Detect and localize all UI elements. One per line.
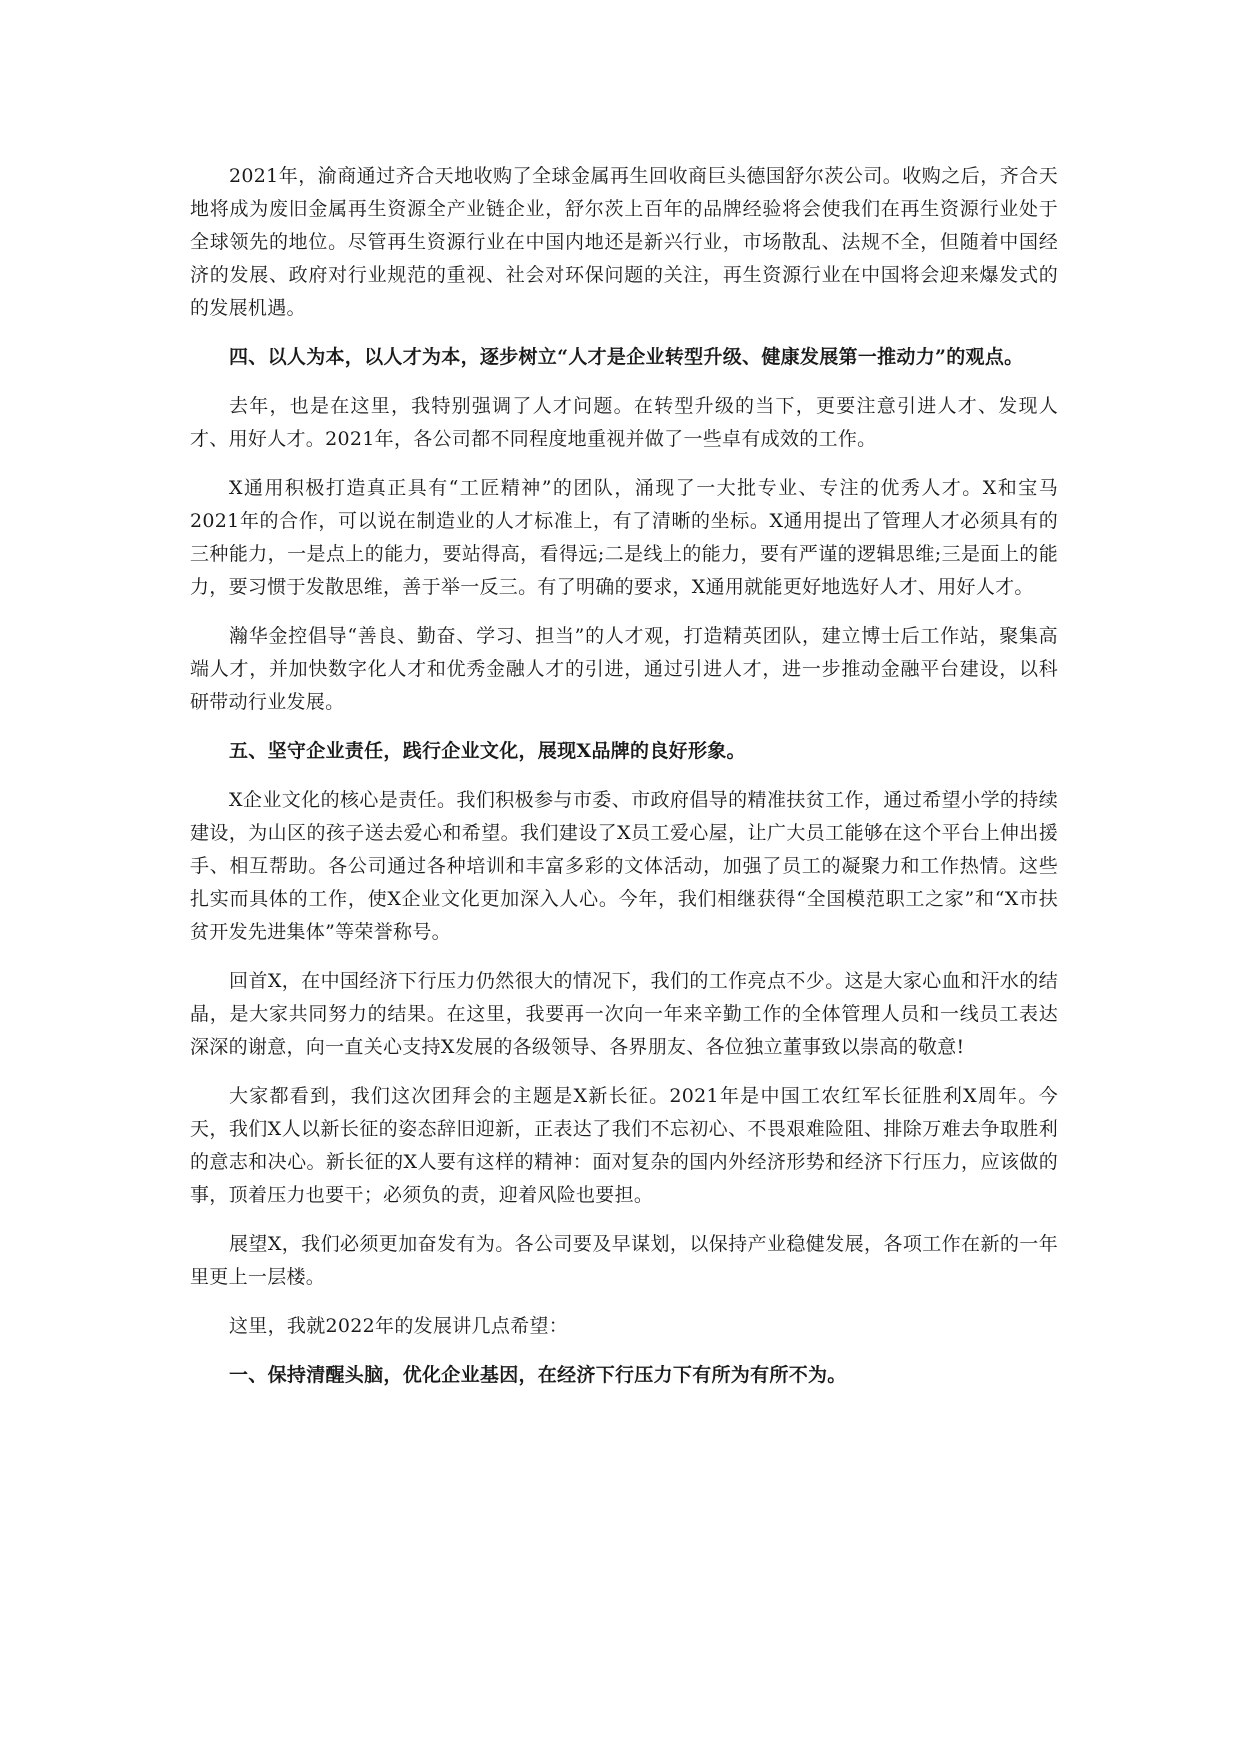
document-body (190, 160, 1058, 1408)
paragraph-x-general: X通用积极打造真正具有“工匠精神”的团队，涌现了一大批专业、专注的优秀人才。X和宝马2021年的合作，可以说在制造业的人才标准上，有了清晰的坐标。X通用提出了管理人才必须具有的三种能力，一是点上的能力，要站得高，看得远;二是线上的能力，要有严谨的逻辑思维;三是面上的能力，要习惯于发散思维，善于举一反三。有了明确的要求，X通用就能更好地选好人才、用好人才。 (190, 477, 1058, 598)
section-heading-one: 一、保持清醒头脑，优化企业基因，在经济下行压力下有所为有所不为。 (229, 1364, 847, 1386)
paragraph-hanhua: 瀚华金控倡导“善良、勤奋、学习、担当”的人才观，打造精英团队，建立博士后工作站，聚集高端人才，并加快数字化人才和优秀金融人才的引进，通过引进人才，进一步推动金融平台建设，以科研带动行业发展。 (190, 625, 1058, 713)
paragraph-acquisition: 2021年，渝商通过齐合天地收购了全球金属再生回收商巨头德国舒尔茨公司。收购之后，齐合天地将成为废旧金属再生资源全产业链企业，舒尔茨上百年的品牌经验将会使我们在再生资源行业处于全球领先的地位。尽管再生资源行业在中国内地还是新兴行业，市场散乱、法规不全，但随着中国经济的发展、政府对行业规范的重视、社会对环保问题的关注，再生资源行业在中国将会迎来爆发式的的发展机遇。 (190, 165, 1058, 319)
paragraph-talent-intro: 去年，也是在这里，我特别强调了人才问题。在转型升级的当下，更要注意引进人才、发现人才、用好人才。2021年，各公司都不同程度地重视并做了一些卓有成效的工作。 (190, 395, 1058, 450)
paragraph-culture: X企业文化的核心是责任。我们积极参与市委、市政府倡导的精准扶贫工作，通过希望小学的持续建设，为山区的孩子送去爱心和希望。我们建设了X员工爱心屋，让广大员工能够在这个平台上伸出援手、相互帮助。各公司通过各种培训和丰富多彩的文体活动，加强了员工的凝聚力和工作热情。这些扎实而具体的工作，使X企业文化更加深入人心。今年，我们相继获得“全国模范职工之家”和“X市扶贫开发先进集体”等荣誉称号。 (190, 789, 1058, 943)
section-heading-four: 四、以人为本，以人才为本，逐步树立“人才是企业转型升级、健康发展第一推动力”的观点。 (229, 346, 1024, 368)
paragraph-outlook: 展望X，我们必须更加奋发有为。各公司要及早谋划，以保持产业稳健发展，各项工作在新的一年里更上一层楼。 (190, 1233, 1058, 1288)
paragraph-hopes-intro: 这里，我就2022年的发展讲几点希望： (229, 1315, 569, 1337)
paragraph-review: 回首X，在中国经济下行压力仍然很大的情况下，我们的工作亮点不少。这是大家心血和汗水的结晶，是大家共同努力的结果。在这里，我要再一次向一年来辛勤工作的全体管理人员和一线员工表达深深的谢意，向一直关心支持X发展的各级领导、各界朋友、各位独立董事致以崇高的敬意! (190, 970, 1058, 1058)
section-heading-five: 五、坚守企业责任，践行企业文化，展现X品牌的良好形象。 (229, 740, 746, 762)
paragraph-new-long-march: 大家都看到，我们这次团拜会的主题是X新长征。2021年是中国工农红军长征胜利X周年。今天，我们X人以新长征的姿态辞旧迎新，正表达了我们不忘初心、不畏艰难险阻、排除万难去争取胜利的意志和决心。新长征的X人要有这样的精神：面对复杂的国内外经济形势和经济下行压力，应该做的事，顶着压力也要干；必须负的责，迎着风险也要担。 (190, 1085, 1058, 1206)
